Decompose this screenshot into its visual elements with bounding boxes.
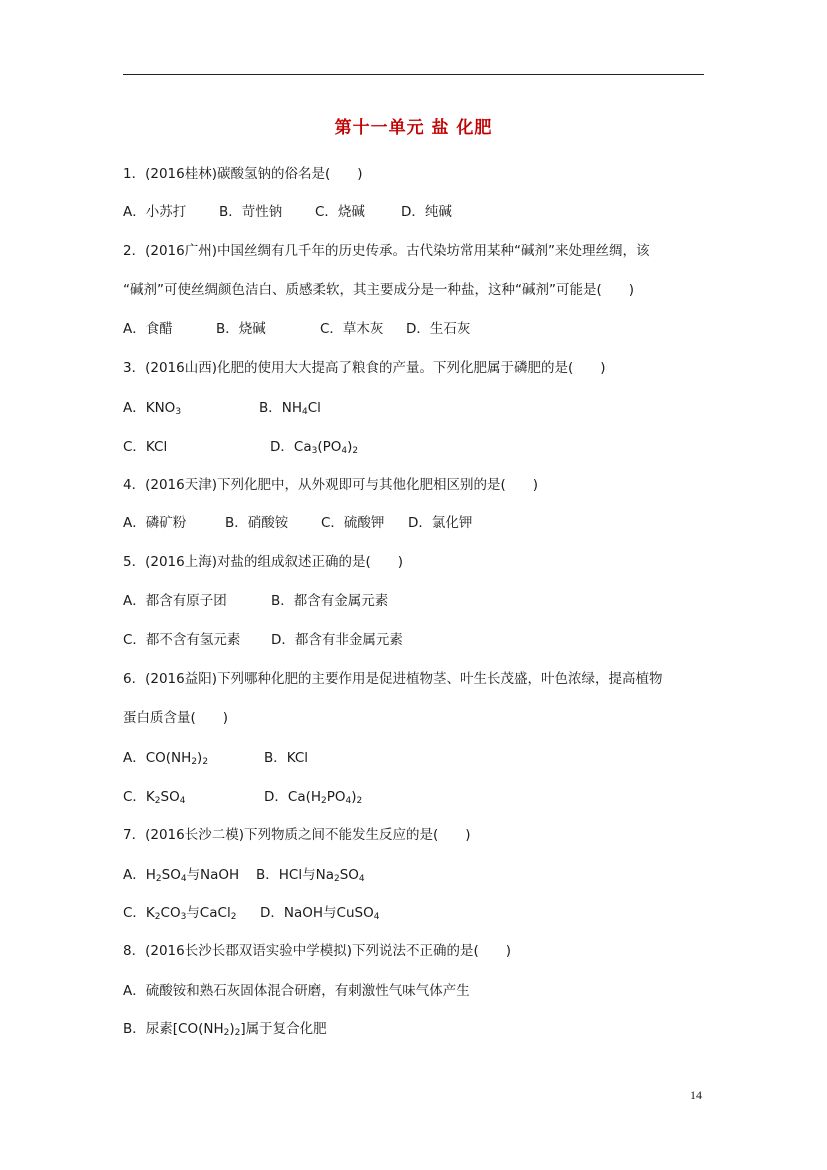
q2-option-b: B．烧碱 xyxy=(216,321,266,337)
page-title: 第十一单元 盐 化肥 xyxy=(334,118,493,138)
q7-option-d: D．NaOH与CuSO$_4$ xyxy=(260,905,380,922)
q1-option-d: D．纯碱 xyxy=(401,204,452,220)
question-7-options-row2 xyxy=(123,903,379,923)
q3-option-b: B．$NH_4Cl$ xyxy=(259,400,321,417)
q7-option-c: C．$K_2CO_3$与CaCl$_2$ xyxy=(123,905,237,922)
question-6-options-row1 xyxy=(123,748,308,768)
q7-option-b: B．HCl与$Na_2SO_4$ xyxy=(256,867,365,884)
question-6-stem-line1: 6．(2016益阳)下列哪种化肥的主要作用是促进植物茎、叶生长茂盛，叶色浓绿，提高植物 xyxy=(123,671,663,687)
question-6-options-row2 xyxy=(123,787,362,807)
question-3-options-row1 xyxy=(123,398,321,418)
question-3-options-row2 xyxy=(123,437,358,457)
q4-option-a: A．磷矿粉 xyxy=(123,515,187,531)
q2-option-d: D．生石灰 xyxy=(406,321,471,337)
question-1-options xyxy=(123,202,452,222)
question-8-stem: 8．(2016长沙长郡双语实验中学模拟)下列说法不正确的是( ) xyxy=(123,943,512,959)
page-number: 14 xyxy=(690,1088,702,1102)
question-6-stem-line2: 蛋白质含量( ) xyxy=(123,710,229,726)
q8-option-a: A．硫酸铵和熟石灰固体混合研磨，有刺激性气味气体产生 xyxy=(123,983,470,999)
q1-option-c: C．烧碱 xyxy=(315,204,365,220)
q1-option-a: A．小苏打 xyxy=(123,204,187,220)
question-5-options-row1 xyxy=(123,591,388,611)
question-5-options-row2 xyxy=(123,630,403,650)
question-1-stem: 1．(2016桂林)碳酸氢钠的俗名是( ) xyxy=(123,166,363,182)
q5-option-b: B．都含有金属元素 xyxy=(271,593,389,609)
q3-option-a: A．$KNO_3$ xyxy=(123,400,182,417)
q3-option-d: D．$Ca_3(PO_4)_2$ xyxy=(270,439,359,456)
q6-option-a: A．$CO(NH_2)_2$ xyxy=(123,750,209,767)
q4-option-d: D．氯化钾 xyxy=(408,515,473,531)
question-5-stem: 5．(2016上海)对盐的组成叙述正确的是( ) xyxy=(123,554,404,570)
question-2-stem-line1: 2．(2016广州)中国丝绸有几千年的历史传承。古代染坊常用某种“碱剂”来处理丝绸，该 xyxy=(123,243,650,259)
question-2-options xyxy=(123,319,470,339)
q5-option-a: A．都含有原子团 xyxy=(123,593,227,609)
header-rule xyxy=(123,74,704,75)
q2-option-c: C．草木灰 xyxy=(320,321,384,337)
q6-option-b: B．KCl xyxy=(264,750,309,766)
q3-option-c: C．KCl xyxy=(123,439,168,455)
q4-option-c: C．硫酸钾 xyxy=(321,515,385,531)
q2-option-a: A．食醋 xyxy=(123,321,173,337)
question-2-stem-line2: “碱剂”可使丝绸颜色洁白、质感柔软，其主要成分是一种盐，这种“碱剂”可能是( ) xyxy=(123,282,635,298)
q4-option-b: B．硝酸铵 xyxy=(225,515,289,531)
question-7-stem: 7．(2016长沙二模)下列物质之间不能发生反应的是( ) xyxy=(123,827,471,843)
q1-option-b: B．苛性钠 xyxy=(219,204,283,220)
q5-option-d: D．都含有非金属元素 xyxy=(271,632,403,648)
q5-option-c: C．都不含有氢元素 xyxy=(123,632,241,648)
q6-option-d: D．$Ca(H_2PO_4)_2$ xyxy=(264,789,363,806)
q8-option-b: B．尿素$[CO(NH_2)_2]$属于复合化肥 xyxy=(123,1021,327,1038)
q7-option-a: A．$H_2SO_4$与NaOH xyxy=(123,867,240,884)
question-4-options xyxy=(123,513,472,533)
question-4-stem: 4．(2016天津)下列化肥中，从外观即可与其他化肥相区别的是( ) xyxy=(123,477,539,493)
q6-option-c: C．$K_2SO_4$ xyxy=(123,789,186,806)
question-7-options-row1 xyxy=(123,865,365,885)
question-3-stem: 3．(2016山西)化肥的使用大大提高了粮食的产量。下列化肥属于磷肥的是( ) xyxy=(123,360,606,376)
